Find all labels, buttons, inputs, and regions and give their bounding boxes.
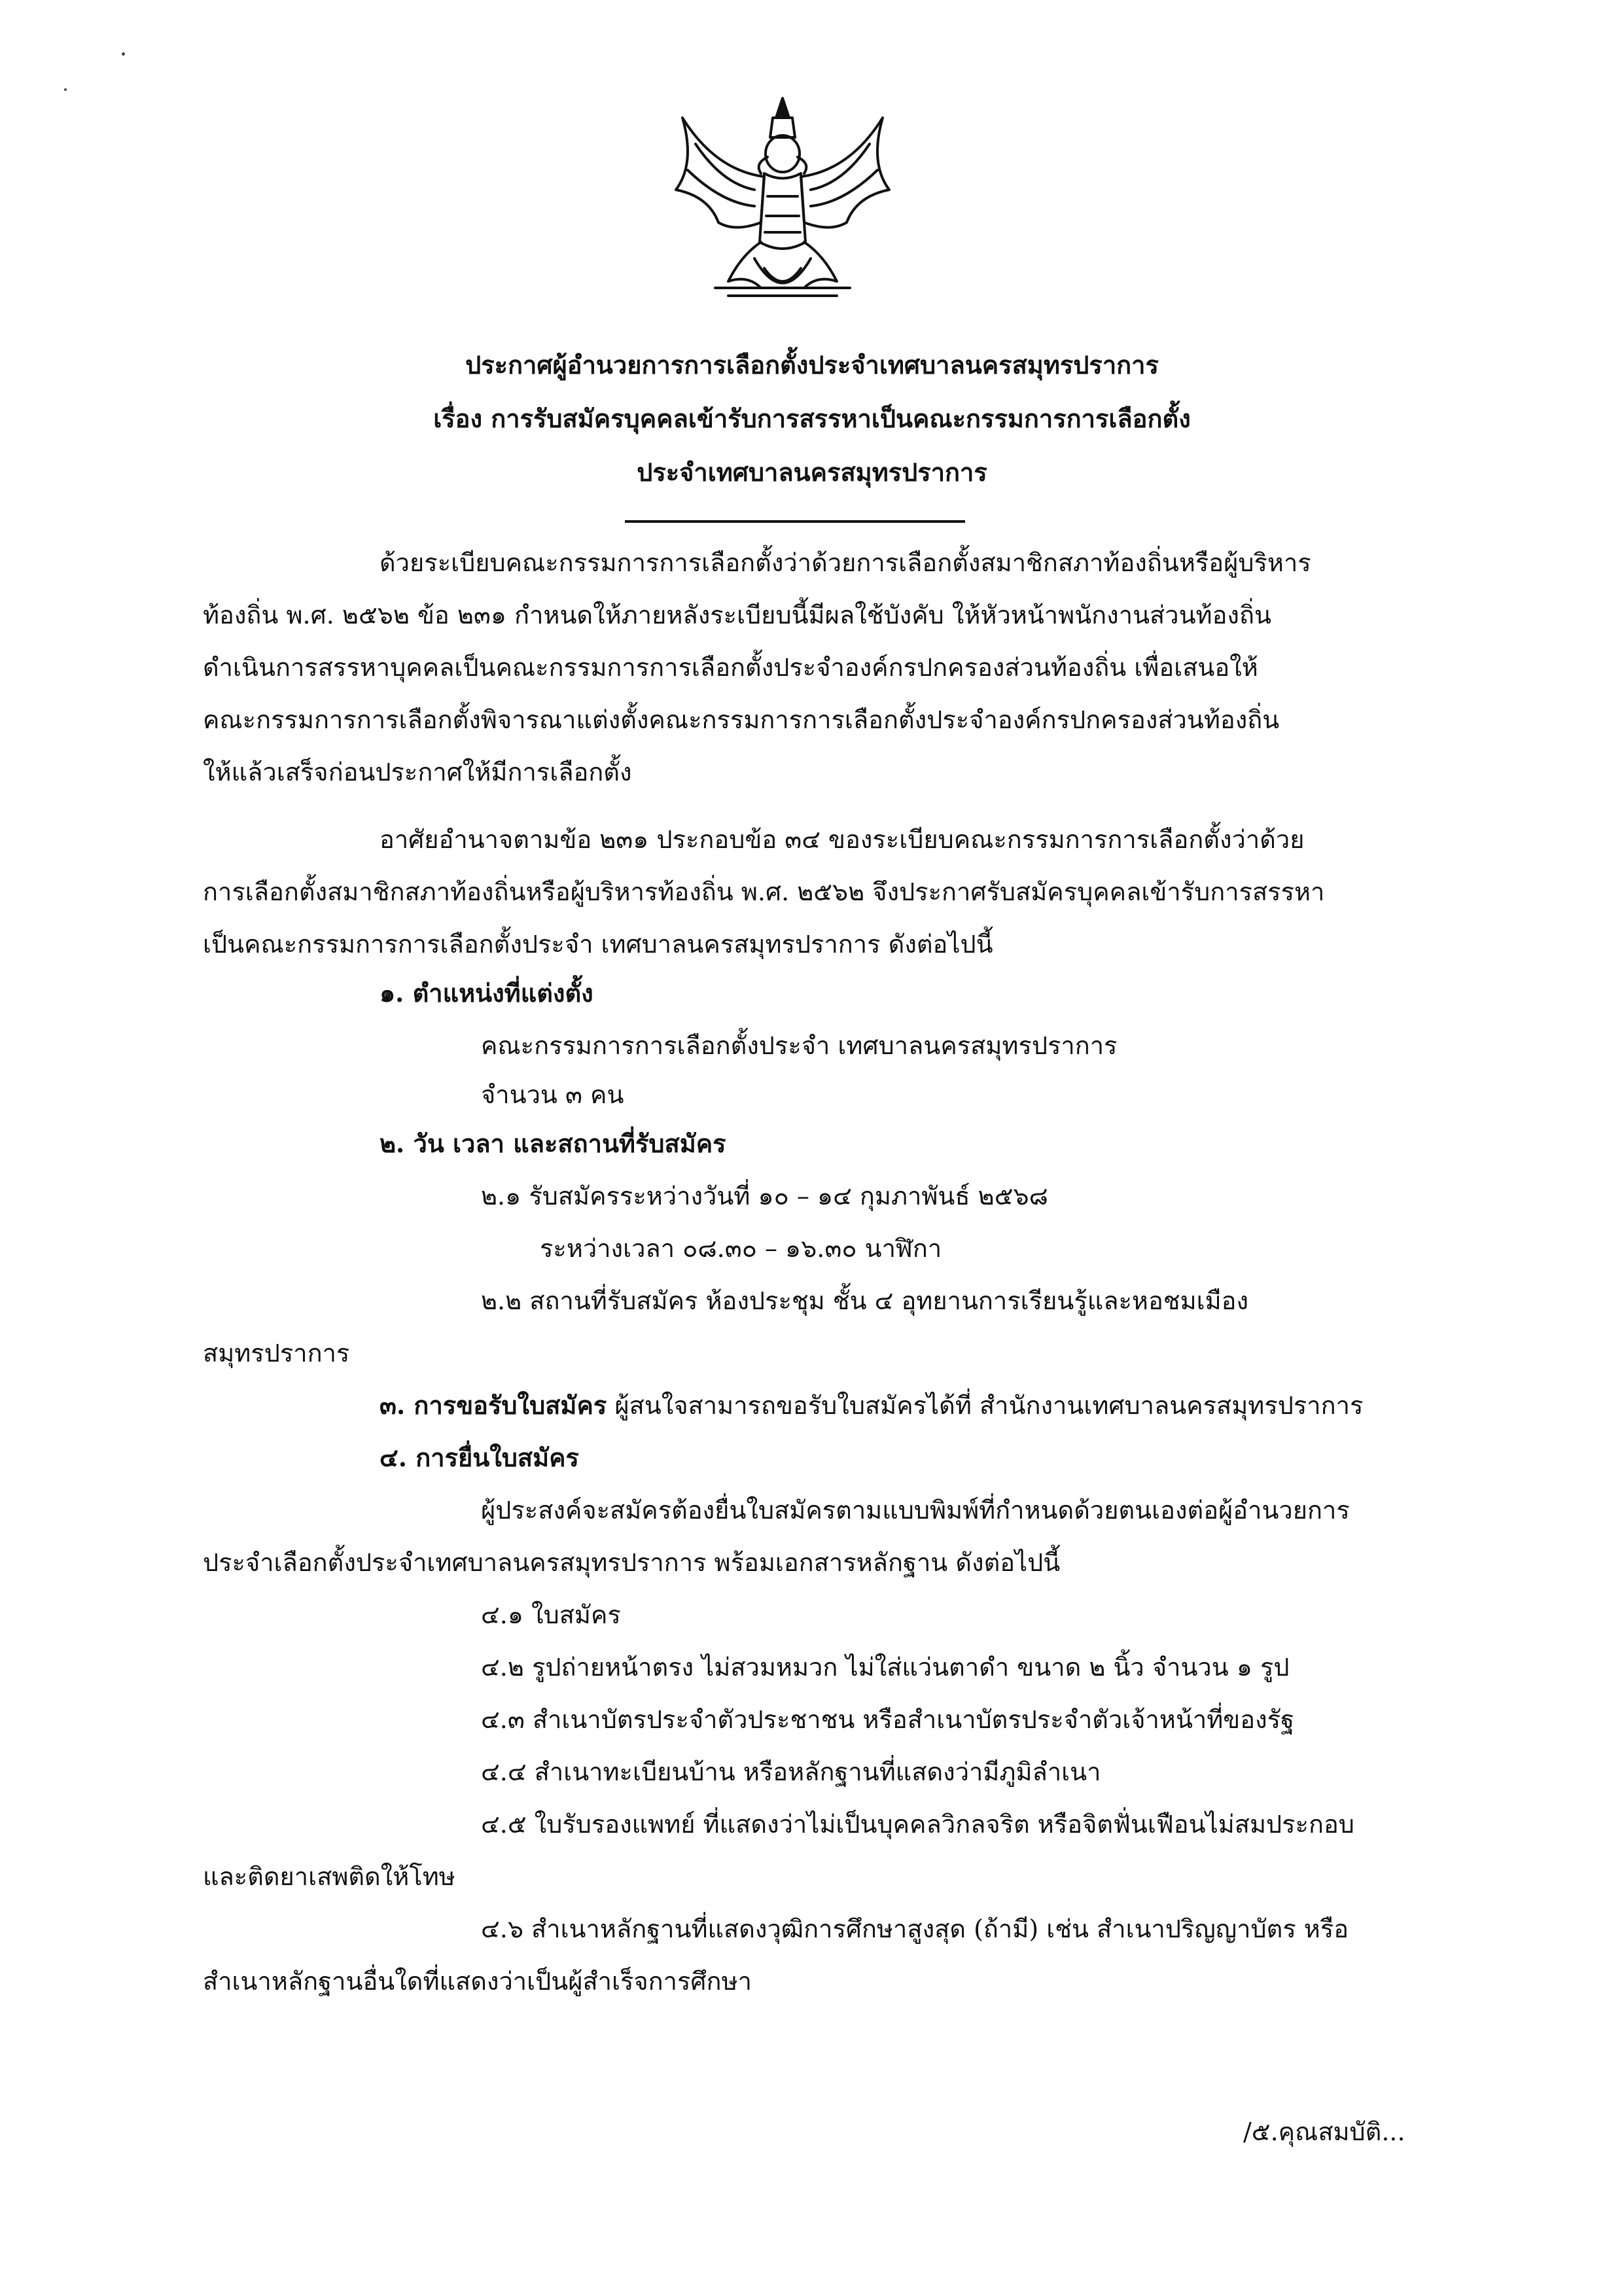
section-2-item-1-time: ระหว่างเวลา ๐๘.๓๐ – ๑๖.๓๐ นาฬิกา <box>540 1234 942 1263</box>
paragraph-2-line-1: อาศัยอำนาจตามข้อ ๒๓๑ ประกอบข้อ ๓๔ ของระเบียบคณะกรรมการการเลือกตั้งว่าด้วย <box>380 825 1305 854</box>
section-3-line <box>380 1387 1363 1424</box>
paragraph-1-line-3: ดำเนินการสรรหาบุคคลเป็นคณะกรรมการการเลือกตั้งประจำองค์กรปกครองส่วนท้องถิ่น เพื่อเสนอให้ <box>203 653 1258 682</box>
section-2-item-2-cont: สมุทรปราการ <box>203 1339 350 1368</box>
title-line-3: ประจำเทศบาลนครสมุทรปราการ <box>637 457 987 487</box>
paragraph-1-line-5: ให้แล้วเสร็จก่อนประกาศให้มีการเลือกตั้ง <box>203 758 632 786</box>
paragraph-1-line-2: ท้องถิ่น พ.ศ. ๒๕๖๒ ข้อ ๒๓๑ กำหนดให้ภายหลังระเบียบนี้มีผลใช้บังคับ ให้หัวหน้าพนักงานส่วนท้องถิ่น <box>203 601 1271 629</box>
section-2-item-2: ๒.๒ สถานที่รับสมัคร ห้องประชุม ชั้น ๔ อุทยานการเรียนรู้และหอชมเมือง <box>481 1286 1249 1315</box>
title-line-2: เรื่อง การรับสมัครบุคคลเข้ารับการสรรหาเป็นคณะกรรมการการเลือกตั้ง <box>433 404 1191 433</box>
continuation-note: /๕.คุณสมบัติ... <box>1243 2117 1405 2146</box>
section-4-item-6: ๔.๖ สำเนาหลักฐานที่แสดงวุฒิการศึกษาสูงสุด (ถ้ามี) เช่น สำเนาปริญญาบัตร หรือ <box>481 1915 1349 1943</box>
section-2-heading: ๒. วัน เวลา และสถานที่รับสมัคร <box>380 1129 726 1158</box>
section-3-text: ผู้สนใจสามารถขอรับใบสมัครได้ที่ สำนักงานเทศบาลนครสมุทรปราการ <box>607 1391 1364 1420</box>
section-4-item-4: ๔.๔ สำเนาทะเบียนบ้าน หรือหลักฐานที่แสดงว่ามีภูมิลำเนา <box>481 1757 1101 1786</box>
scan-speck <box>64 88 67 91</box>
section-1-line-1: คณะกรรมการการเลือกตั้งประจำ เทศบาลนครสมุทรปราการ <box>481 1031 1118 1060</box>
section-4-item-2: ๔.๒ รูปถ่ายหน้าตรง ไม่สวมหมวก ไม่ใส่แว่นตาดำ ขนาด ๒ นิ้ว จำนวน ๑ รูป <box>481 1653 1290 1682</box>
paragraph-2-line-2: การเลือกตั้งสมาชิกสภาท้องถิ่นหรือผู้บริหารท้องถิ่น พ.ศ. ๒๕๖๒ จึงประกาศรับสมัครบุคคลเข้ารับการสรรหา <box>203 877 1325 906</box>
section-4-item-1: ๔.๑ ใบสมัคร <box>481 1600 621 1629</box>
section-1-line-2: จำนวน ๓ คน <box>481 1080 624 1109</box>
section-4-item-3: ๔.๓ สำเนาบัตรประจำตัวประชาชน หรือสำเนาบัตรประจำตัวเจ้าหน้าที่ของรัฐ <box>481 1705 1295 1734</box>
title-line-1: ประกาศผู้อำนวยการการเลือกตั้งประจำเทศบาลนครสมุทรปราการ <box>465 350 1159 380</box>
section-3-heading: ๓. การขอรับใบสมัคร <box>380 1390 607 1420</box>
paragraph-1-line-4: คณะกรรมการการเลือกตั้งพิจารณาแต่งตั้งคณะกรรมการการเลือกตั้งประจำองค์กรปกครองส่วนท้องถิ่น <box>203 705 1280 734</box>
section-4-line-1: ผู้ประสงค์จะสมัครต้องยื่นใบสมัครตามแบบพิมพ์ที่กำหนดด้วยตนเองต่อผู้อำนวยการ <box>481 1496 1350 1525</box>
section-1-heading: ๑. ตำแหน่งที่แต่งตั้ง <box>380 978 593 1008</box>
section-4-item-6-cont: สำเนาหลักฐานอื่นใดที่แสดงว่าเป็นผู้สำเร็จการศึกษา <box>203 1967 752 1996</box>
section-4-heading: ๔. การยื่นใบสมัคร <box>380 1443 579 1472</box>
title-divider <box>625 520 965 523</box>
paragraph-1-line-1: ด้วยระเบียบคณะกรรมการการเลือกตั้งว่าด้วยการเลือกตั้งสมาชิกสภาท้องถิ่นหรือผู้บริหาร <box>380 548 1311 577</box>
section-2-item-1: ๒.๑ รับสมัครระหว่างวันที่ ๑๐ – ๑๔ กุมภาพันธ์ ๒๕๖๘ <box>481 1182 1048 1210</box>
scan-speck <box>122 52 125 56</box>
section-4-item-5: ๔.๕ ใบรับรองแพทย์ ที่แสดงว่าไม่เป็นบุคคลวิกลจริต หรือจิตฟั่นเฟือนไม่สมประกอบ <box>481 1810 1354 1839</box>
paragraph-2-line-3: เป็นคณะกรรมการการเลือกตั้งประจำ เทศบาลนครสมุทรปราการ ดังต่อไปนี้ <box>203 930 993 959</box>
section-4-line-2: ประจำเลือกตั้งประจำเทศบาลนครสมุทรปราการ พร้อมเอกสารหลักฐาน ดังต่อไปนี้ <box>203 1548 1061 1577</box>
garuda-emblem-icon <box>656 92 909 308</box>
section-4-item-5-cont: และติดยาเสพติดให้โทษ <box>203 1862 455 1891</box>
